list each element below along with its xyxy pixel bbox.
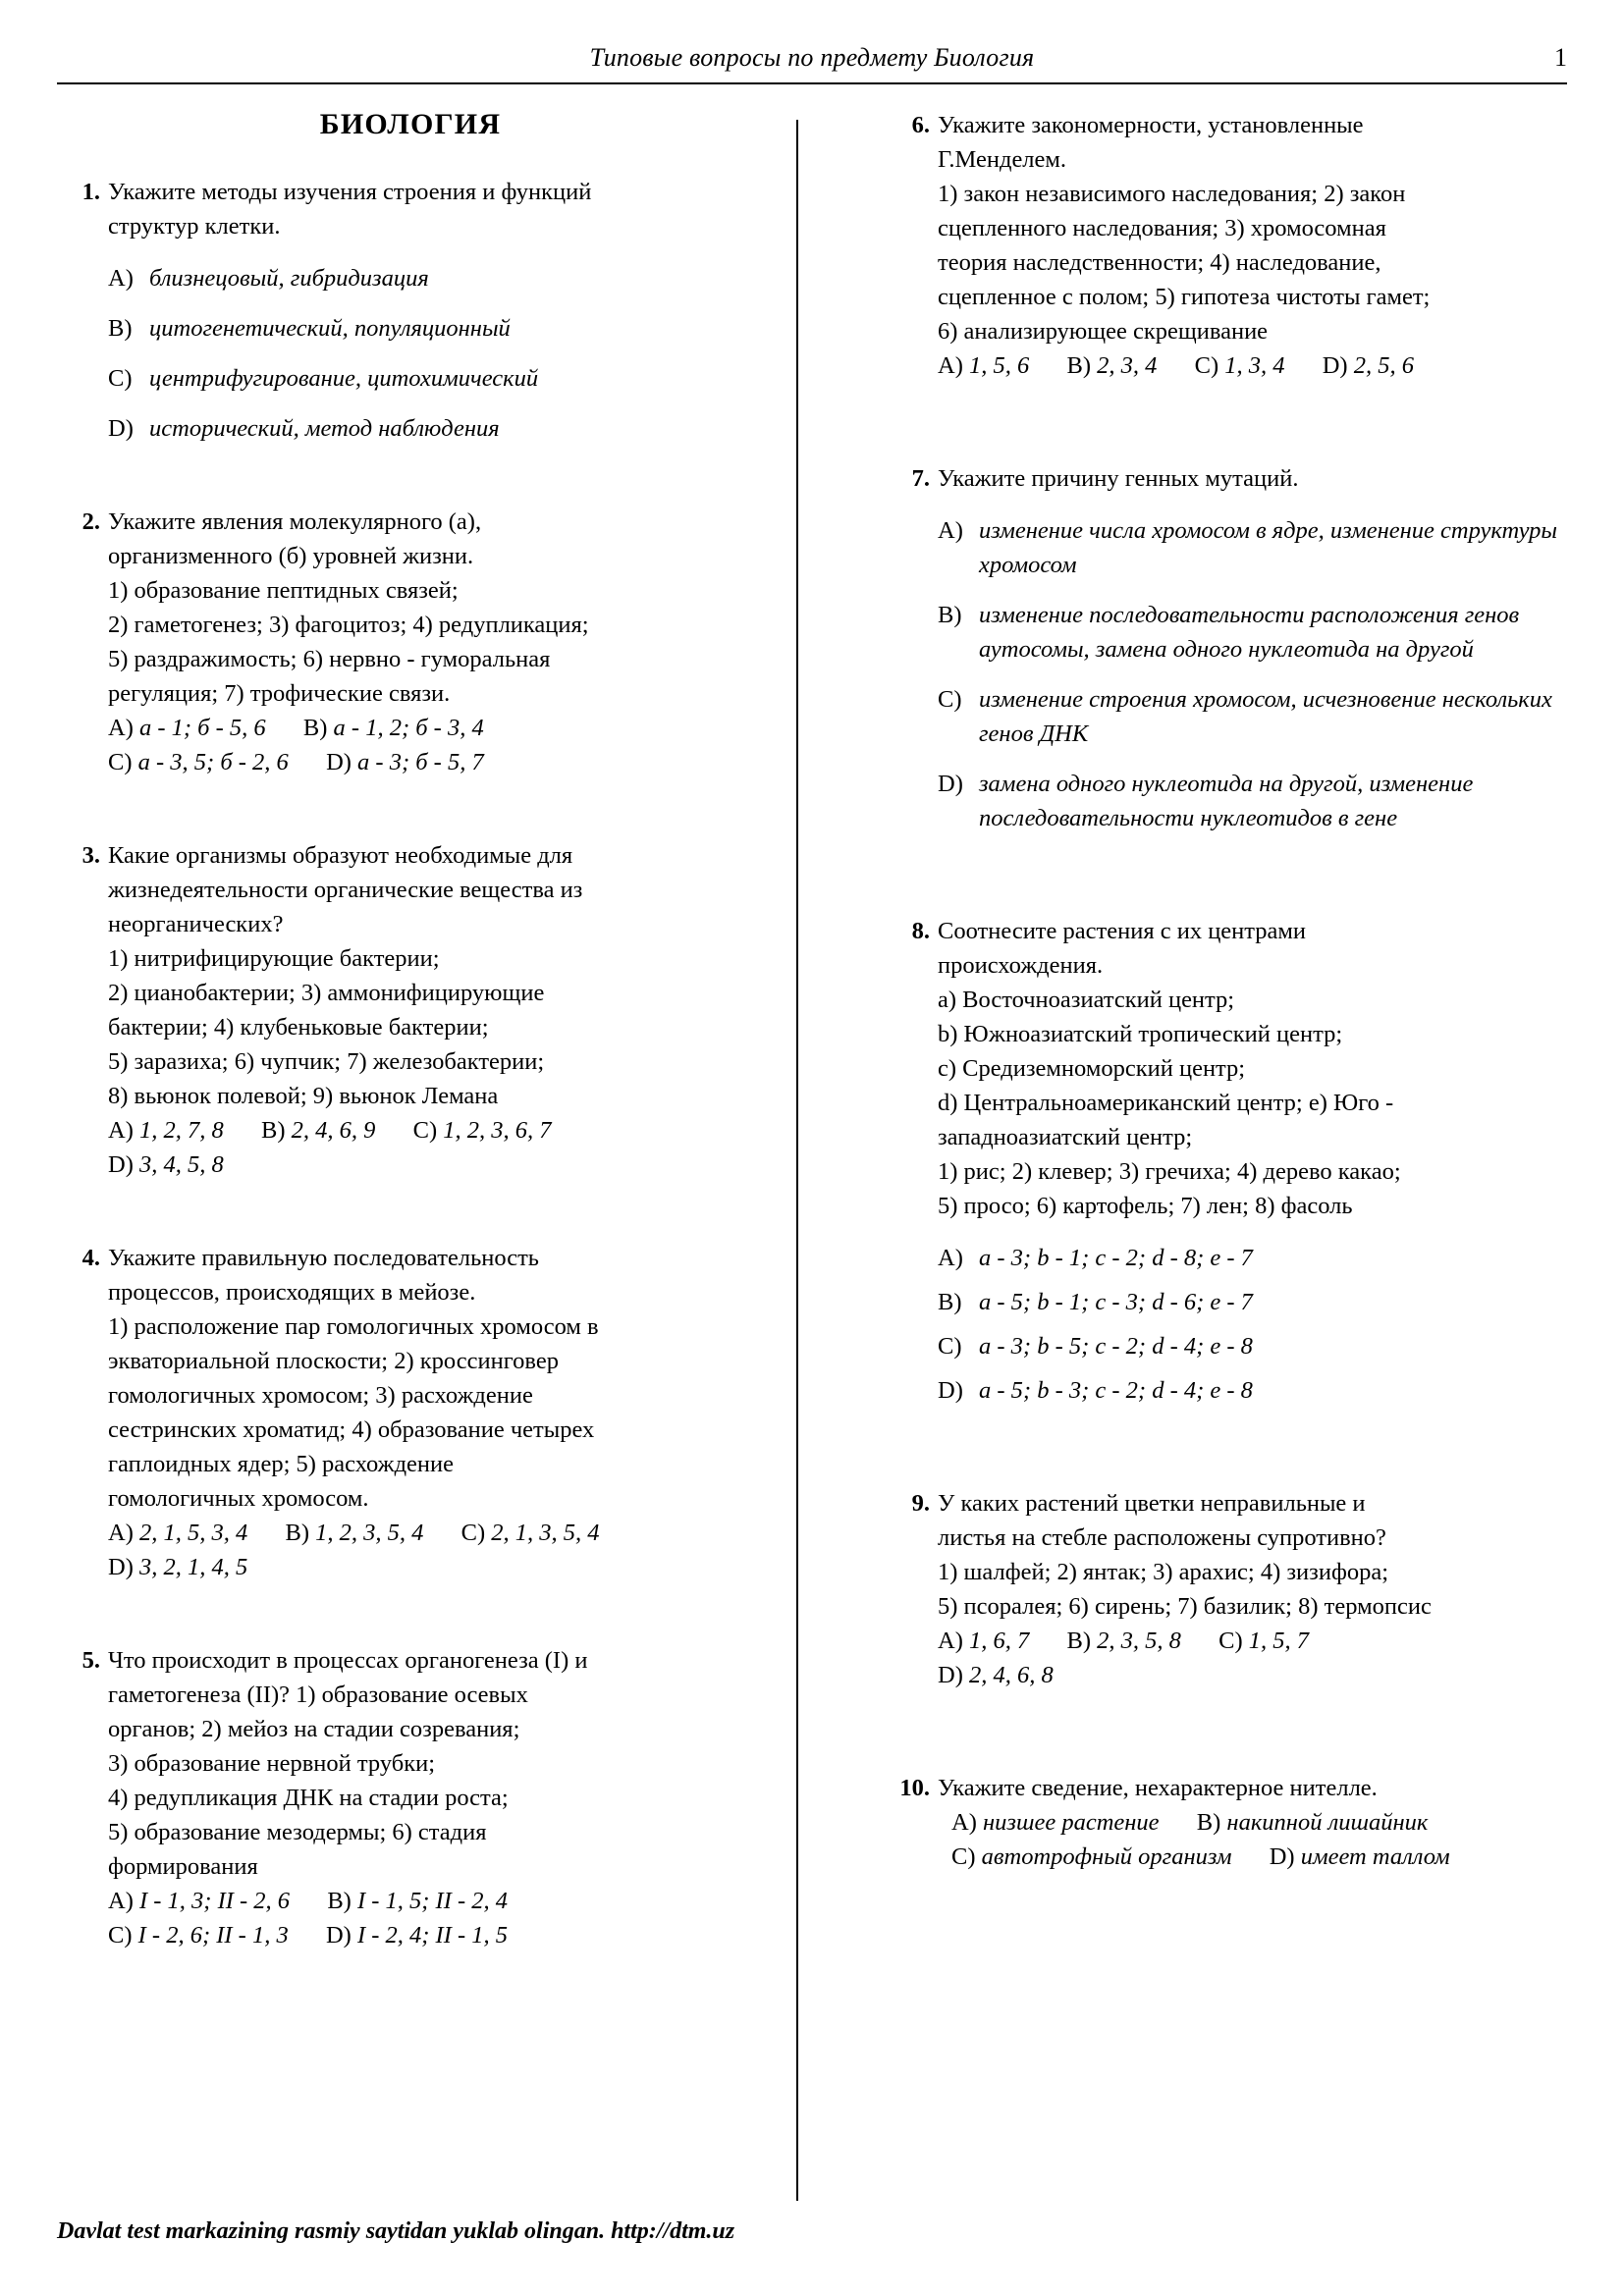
question-3 — [57, 838, 744, 1182]
option-label: D) — [108, 415, 134, 442]
stem-line: Что происходит в процессах органогенеза (I) и — [108, 1647, 588, 1674]
option-b[interactable] — [938, 598, 1579, 667]
answer-label: C) — [108, 1922, 133, 1949]
question-stem — [108, 505, 744, 711]
option-a[interactable] — [108, 261, 744, 295]
answer-row[interactable] — [108, 1918, 744, 1952]
option-label: A) — [938, 1245, 963, 1271]
option-b[interactable] — [938, 1285, 1579, 1319]
question-number: 2. — [81, 508, 100, 535]
stem-line: Укажите закономерности, установленные — [938, 112, 1364, 138]
option-c[interactable] — [108, 361, 744, 396]
option-text: замена одного нуклеотида на другой, изменение последовательности нуклеотидов в гене — [979, 771, 1474, 831]
stem-line: 2) гаметогенез; 3) фагоцитоз; 4) редупликация; — [108, 612, 589, 638]
stem-line: сцепленное с полом; 5) гипотеза чистоты гамет; — [938, 284, 1431, 310]
stem-line: гомологичных хромосом. — [108, 1485, 369, 1512]
stem-line: 6) анализирующее скрещивание — [938, 318, 1269, 345]
stem-line: 5) раздражимость; 6) нервно - гуморальная — [108, 646, 551, 672]
stem-line: западноазиатский центр; — [938, 1124, 1193, 1150]
stem-line: Соотнесите растения с их центрами — [938, 918, 1307, 944]
stem-line: 1) нитрифицирующие бактерии; — [108, 945, 440, 972]
question-10 — [887, 1771, 1579, 1874]
page-number: 1 — [1554, 43, 1567, 72]
question-number: 7. — [911, 465, 930, 492]
stem-line: У каких растений цветки неправильные и — [938, 1490, 1366, 1517]
option-text: цитогенетический, популяционный — [149, 315, 511, 342]
block-spacer — [887, 1441, 1579, 1486]
option-text: a - 3; b - 5; c - 2; d - 4; e - 8 — [979, 1333, 1253, 1360]
subject-title: БИОЛОГИЯ — [319, 108, 502, 140]
answer-value: 2, 1, 3, 5, 4 — [491, 1520, 600, 1546]
question-2 — [57, 505, 744, 779]
stem-line: жизнедеятельности органические вещества из — [108, 877, 583, 903]
answer-label: A) — [108, 1520, 134, 1546]
answer-value: 1, 5, 7 — [1248, 1628, 1309, 1654]
stem-line: гаплоидных ядер; 5) расхождение — [108, 1451, 455, 1477]
option-text: исторический, метод наблюдения — [149, 415, 500, 442]
stem-line: 5) псоралея; 6) сирень; 7) базилик; 8) термопсис — [938, 1593, 1432, 1620]
answer-row[interactable] — [938, 1840, 1579, 1874]
option-text: центрифугирование, цитохимический — [149, 365, 539, 392]
stem-line: бактерии; 4) клубеньковые бактерии; — [108, 1014, 489, 1041]
option-list — [108, 261, 744, 446]
answer-label: D) — [1269, 1843, 1295, 1870]
stem-line: неорганических? — [108, 911, 284, 937]
question-number: 9. — [911, 1490, 930, 1517]
answer-value: I - 1, 5; II - 2, 4 — [356, 1888, 509, 1914]
answer-value: I - 1, 3; II - 2, 6 — [138, 1888, 291, 1914]
stem-line: Какие организмы образуют необходимые для — [108, 842, 573, 869]
stem-line: 1) закон независимого наследования; 2) закон — [938, 181, 1406, 207]
stem-line: Укажите правильную последовательность — [108, 1245, 539, 1271]
question-stem — [938, 461, 1579, 496]
header-title: Типовые вопросы по предмету Биология — [589, 43, 1035, 72]
question-1 — [57, 175, 744, 446]
question-stem — [108, 838, 744, 1113]
answer-label: A) — [108, 1117, 134, 1144]
stem-line: 4) редупликация ДНК на стадии роста; — [108, 1785, 509, 1811]
answer-label: B) — [285, 1520, 309, 1546]
question-number: 4. — [81, 1245, 100, 1271]
answer-label: B) — [260, 1117, 286, 1144]
option-label: D) — [938, 1377, 963, 1404]
option-label: A) — [108, 265, 134, 292]
question-number: 10. — [899, 1775, 930, 1801]
stem-line: процессов, происходящих в мейозе. — [108, 1279, 476, 1306]
stem-line: Укажите причину генных мутаций. — [938, 465, 1299, 492]
option-label: C) — [938, 1333, 962, 1360]
answer-label: A) — [938, 1628, 963, 1654]
stem-line: 5) просо; 6) картофель; 7) лен; 8) фасоль — [938, 1193, 1353, 1219]
answer-value: а - 3, 5; б - 2, 6 — [137, 749, 289, 775]
stem-line: формирования — [108, 1853, 258, 1880]
answer-value: 2, 5, 6 — [1353, 352, 1414, 379]
answer-label: C) — [460, 1520, 486, 1546]
answer-label: D) — [938, 1662, 963, 1688]
option-text: изменение последовательности расположения генов аутосомы, замена одного нуклеотида на другой — [979, 602, 1520, 663]
answer-row[interactable] — [938, 1658, 1579, 1692]
page-header — [57, 43, 1567, 82]
stem-line: листья на стебле расположены супротивно? — [938, 1524, 1386, 1551]
option-label: B) — [938, 602, 962, 628]
option-label: C) — [108, 365, 133, 392]
answer-value: автотрофный организм — [981, 1843, 1232, 1870]
question-4 — [57, 1241, 744, 1584]
answer-value: а - 1, 2; б - 3, 4 — [333, 715, 484, 741]
stem-line: 8) вьюнок полевой; 9) вьюнок Лемана — [108, 1083, 499, 1109]
answer-value: а - 1; б - 5, 6 — [138, 715, 266, 741]
option-label: A) — [938, 517, 963, 544]
stem-line: Укажите методы изучения строения и функций — [108, 179, 592, 205]
option-label: C) — [938, 686, 962, 713]
block-spacer — [57, 1618, 744, 1643]
stem-line: сцепленного наследования; 3) хромосомная — [938, 215, 1386, 241]
stem-line: 1) образование пептидных связей; — [108, 577, 459, 604]
stem-line: организменного (б) уровней жизни. — [108, 543, 474, 569]
option-d[interactable] — [938, 767, 1579, 835]
stem-line: 1) рис; 2) клевер; 3) гречиха; 4) дерево какао; — [938, 1158, 1401, 1185]
answer-value: I - 2, 6; II - 1, 3 — [137, 1922, 289, 1949]
stem-line: теория наследственности; 4) наследование, — [938, 249, 1381, 276]
answer-value: 1, 6, 7 — [968, 1628, 1030, 1654]
answer-value: 1, 5, 6 — [968, 352, 1030, 379]
answer-row[interactable] — [108, 1884, 744, 1918]
answer-value: 3, 2, 1, 4, 5 — [138, 1554, 248, 1580]
option-list — [938, 513, 1579, 835]
answer-value: 2, 3, 4 — [1097, 352, 1158, 379]
answer-label: C) — [1194, 352, 1219, 379]
stem-line: 1) расположение пар гомологичных хромосом в — [108, 1313, 599, 1340]
stem-line: 5) образование мезодермы; 6) стадия — [108, 1819, 487, 1845]
stem-line: 5) заразиха; 6) чупчик; 7) железобактерии; — [108, 1048, 545, 1075]
answer-row[interactable] — [108, 1550, 744, 1584]
answer-label: A) — [938, 352, 963, 379]
stem-line: Г.Менделем. — [938, 146, 1067, 173]
stem-line: c) Средиземноморский центр; — [938, 1055, 1246, 1082]
answer-label: B) — [302, 715, 328, 741]
stem-line: органов; 2) мейоз на стадии созревания; — [108, 1716, 520, 1742]
answer-row[interactable] — [108, 711, 744, 745]
option-label: D) — [938, 771, 963, 797]
block-spacer — [887, 869, 1579, 914]
answer-label: D) — [1322, 352, 1348, 379]
answer-value: 2, 4, 6, 9 — [291, 1117, 376, 1144]
question-7 — [887, 461, 1579, 835]
option-text: a - 3; b - 1; c - 2; d - 8; e - 7 — [979, 1245, 1253, 1271]
option-a[interactable] — [938, 1241, 1579, 1275]
question-stem — [938, 1486, 1579, 1624]
answer-label: C) — [108, 749, 133, 775]
answer-row[interactable] — [938, 1805, 1579, 1840]
answer-label: A) — [951, 1809, 977, 1836]
option-c[interactable] — [938, 1329, 1579, 1363]
answer-label: B) — [1196, 1809, 1221, 1836]
answer-value: 1, 2, 3, 6, 7 — [443, 1117, 552, 1144]
answer-value: 2, 3, 5, 8 — [1097, 1628, 1181, 1654]
stem-line: экваториальной плоскости; 2) кроссинговер — [108, 1348, 559, 1374]
stem-line: сестринских хроматид; 4) образование четырех — [108, 1416, 595, 1443]
block-spacer — [57, 479, 744, 505]
stem-line: гомологичных хромосом; 3) расхождение — [108, 1382, 533, 1409]
answer-value: имеет таллом — [1300, 1843, 1450, 1870]
answer-value: 3, 4, 5, 8 — [138, 1151, 224, 1178]
option-c[interactable] — [938, 682, 1579, 751]
stem-line: 2) цианобактерии; 3) аммонифицирующие — [108, 980, 545, 1006]
question-stem — [938, 914, 1579, 1223]
question-number: 3. — [81, 842, 100, 869]
question-number: 8. — [911, 918, 930, 944]
option-d[interactable] — [938, 1373, 1579, 1408]
answer-label: C) — [951, 1843, 976, 1870]
answer-label: A) — [108, 715, 134, 741]
answer-row[interactable] — [108, 1113, 744, 1148]
answer-row[interactable] — [938, 1624, 1579, 1658]
answer-value: 1, 2, 3, 5, 4 — [315, 1520, 424, 1546]
answer-value: 1, 2, 7, 8 — [138, 1117, 224, 1144]
header-divider-rule — [57, 82, 1567, 84]
question-9 — [887, 1486, 1579, 1692]
stem-line: структур клетки. — [108, 213, 281, 240]
option-a[interactable] — [938, 513, 1579, 582]
stem-line: a) Восточноазиатский центр; — [938, 987, 1235, 1013]
stem-line: b) Южноазиатский тропический центр; — [938, 1021, 1343, 1047]
answer-label: D) — [108, 1151, 134, 1178]
stem-line: гаметогенеза (II)? 1) образование осевых — [108, 1682, 528, 1708]
two-column-body — [57, 108, 1567, 2159]
block-spacer — [887, 416, 1579, 461]
answer-value: I - 2, 4; II - 1, 5 — [356, 1922, 509, 1949]
answer-value: накипной лишайник — [1226, 1809, 1429, 1836]
question-5 — [57, 1643, 744, 1952]
question-number: 6. — [911, 112, 930, 138]
stem-line: происхождения. — [938, 952, 1104, 979]
answer-value: 2, 4, 6, 8 — [968, 1662, 1054, 1688]
option-list — [938, 1241, 1579, 1408]
answer-label: B) — [327, 1888, 352, 1914]
stem-line: Укажите сведение, нехарактерное нителле. — [938, 1775, 1378, 1801]
option-label: B) — [108, 315, 133, 342]
block-spacer — [57, 813, 744, 838]
page-footer: Davlat test markazining rasmiy saytidan yuklab olingan. http://dtm.uz — [57, 2218, 735, 2244]
option-text: a - 5; b - 1; c - 3; d - 6; e - 7 — [979, 1289, 1253, 1315]
option-b[interactable] — [108, 311, 744, 346]
answer-row[interactable] — [108, 745, 744, 779]
question-number: 5. — [81, 1647, 100, 1674]
answer-label: D) — [325, 1922, 352, 1949]
option-label: B) — [938, 1289, 962, 1315]
answer-value: а - 3; б - 5, 7 — [357, 749, 484, 775]
stem-line: регуляция; 7) трофические связи. — [108, 680, 451, 707]
answer-label: C) — [412, 1117, 438, 1144]
stem-line: 3) образование нервной трубки; — [108, 1750, 436, 1777]
answer-value: 1, 3, 4 — [1224, 352, 1285, 379]
question-6 — [887, 108, 1579, 383]
answer-label: B) — [1066, 352, 1091, 379]
answer-value: низшее растение — [982, 1809, 1160, 1836]
block-spacer — [57, 1215, 744, 1241]
answer-label: B) — [1066, 1628, 1091, 1654]
answer-row[interactable] — [108, 1516, 744, 1550]
option-d[interactable] — [108, 411, 744, 446]
answer-row[interactable] — [938, 348, 1579, 383]
stem-line: d) Центральноамериканский центр; e) Юго - — [938, 1090, 1394, 1116]
question-stem — [108, 175, 744, 243]
answer-row[interactable] — [108, 1148, 744, 1182]
question-stem — [938, 1771, 1579, 1805]
option-text: изменение числа хромосом в ядре, изменение структуры хромосом — [979, 517, 1558, 578]
question-8 — [887, 914, 1579, 1408]
question-number: 1. — [81, 179, 100, 205]
column-left — [57, 108, 744, 1986]
stem-line: 1) шалфей; 2) янтак; 3) арахис; 4) зизифора; — [938, 1559, 1389, 1585]
answer-label: D) — [108, 1554, 134, 1580]
question-stem — [108, 1643, 744, 1884]
question-stem — [938, 108, 1579, 348]
question-stem — [108, 1241, 744, 1516]
column-right — [887, 108, 1579, 1907]
stem-line: Укажите явления молекулярного (а), — [108, 508, 482, 535]
answer-value: 2, 1, 5, 3, 4 — [138, 1520, 248, 1546]
option-text: близнецовый, гибридизация — [149, 265, 429, 292]
block-spacer — [887, 1726, 1579, 1771]
answer-label: D) — [326, 749, 352, 775]
answer-label: C) — [1218, 1628, 1243, 1654]
option-text: изменение строения хромосом, исчезновение нескольких генов ДНК — [979, 686, 1552, 747]
answer-label: A) — [108, 1888, 134, 1914]
option-text: a - 5; b - 3; c - 2; d - 4; e - 8 — [979, 1377, 1253, 1404]
